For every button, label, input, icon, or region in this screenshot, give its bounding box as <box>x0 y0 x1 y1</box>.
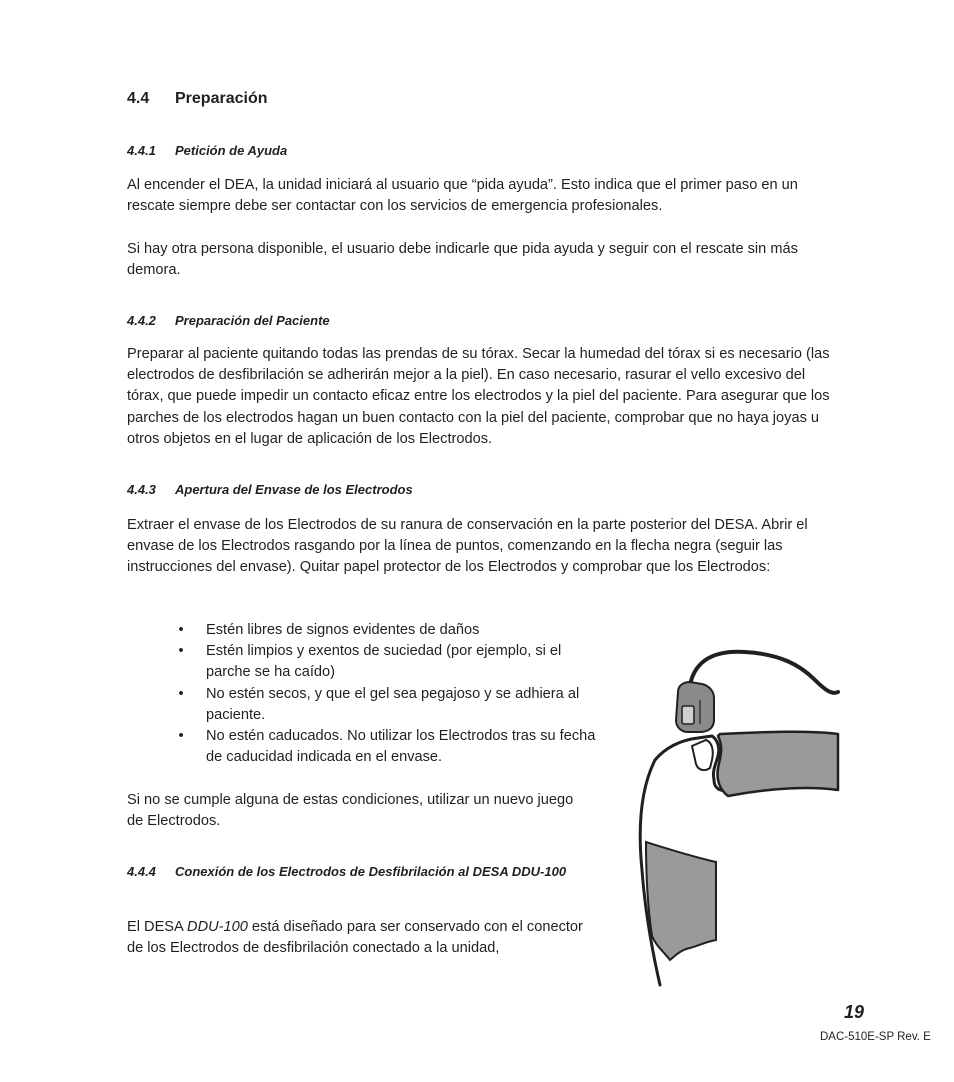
subsection-title: Conexión de los Electrodos de Desfibrilación al DESA DDU-100 <box>175 864 567 879</box>
subsection-title: Petición de Ayuda <box>175 143 288 158</box>
model-name: DDU-100 <box>187 919 248 935</box>
subsection-heading-4-4-3 <box>127 479 413 500</box>
subsection-heading-4-4-1 <box>127 140 287 161</box>
section-title: Preparación <box>175 90 268 107</box>
paragraph: El DESA DDU-100 está diseñado para ser conservado con el conector de los Electrodos de desfibrilación conectado a la unidad, <box>127 919 583 957</box>
paragraph: Extraer el envase de los Electrodos de su ranura de conservación en la parte posterior del DESA. Abrir el envase de los Electrodos rasgando por la línea de puntos, comenzando en la flecha negra (seguir las instrucciones del envase). Quitar papel protector de los Electrodos y comprobar que los Electrodos: <box>127 517 808 576</box>
document-reference: DAC-510E-SP Rev. E <box>820 1031 931 1043</box>
connector-plug <box>676 682 714 732</box>
subsection-number: 4.4.2 <box>127 313 156 328</box>
bullet-list <box>174 620 604 768</box>
subsection-number: 4.4.4 <box>127 864 156 879</box>
list-item-text: No estén secos, y que el gel sea pegajoso y se adhiera al paciente. <box>206 685 580 723</box>
subsection-number: 4.4.1 <box>127 143 156 158</box>
list-item <box>174 684 604 726</box>
paragraph: Si no se cumple alguna de estas condiciones, utilizar un nuevo juego de Electrodos. <box>127 792 574 830</box>
subsection-number: 4.4.3 <box>127 482 156 497</box>
list-item <box>174 641 604 683</box>
bullet-icon: • <box>178 622 184 638</box>
list-item <box>174 726 604 768</box>
bullet-icon: • <box>178 643 184 660</box>
section-number: 4.4 <box>127 90 150 107</box>
list-item-text: Estén libres de signos evidentes de daños <box>206 622 480 638</box>
paragraph: Preparar al paciente quitando todas las prendas de su tórax. Secar la humedad del tórax si es necesario (las electrodos de desfibrilación se adherirán mejor a la piel). En caso necesario, rasurar el vello excesivo del tórax, que puede impedir un contacto eficaz entre los electrodos y la piel del paciente. Para asegurar que los parches de los electrodos hagan un buen contacto con la piel del paciente, comprobar que no haya joyas u otros objetos en el lugar de aplicación de los Electrodos. <box>127 346 830 447</box>
subsection-heading-4-4-2 <box>127 310 330 331</box>
list-item-text: No estén caducados. No utilizar los Electrodos tras su fecha de caducidad indicada en el envase. <box>206 728 596 766</box>
page-number: 19 <box>844 1002 865 1022</box>
bullet-icon: • <box>178 728 184 745</box>
section-heading <box>127 90 267 108</box>
list-item <box>174 620 604 641</box>
subsection-title: Apertura del Envase de los Electrodos <box>175 482 413 497</box>
paragraph: Al encender el DEA, la unidad iniciará al usuario que “pida ayuda”. Esto indica que el primer paso en un rescate siempre debe ser contactar con los servicios de emergencia profesionales. <box>127 177 798 215</box>
paragraph: Si hay otra persona disponible, el usuario debe indicarle que pida ayuda y seguir con el rescate sin más demora. <box>127 241 798 279</box>
subsection-heading-4-4-4 <box>127 861 597 882</box>
list-item-text: Estén limpios y exentos de suciedad (por ejemplo, si el parche se ha caído) <box>206 643 562 681</box>
bullet-icon: • <box>178 685 184 702</box>
subsection-title: Preparación del Paciente <box>175 313 330 328</box>
electrode-connector-illustration-icon <box>620 640 850 990</box>
